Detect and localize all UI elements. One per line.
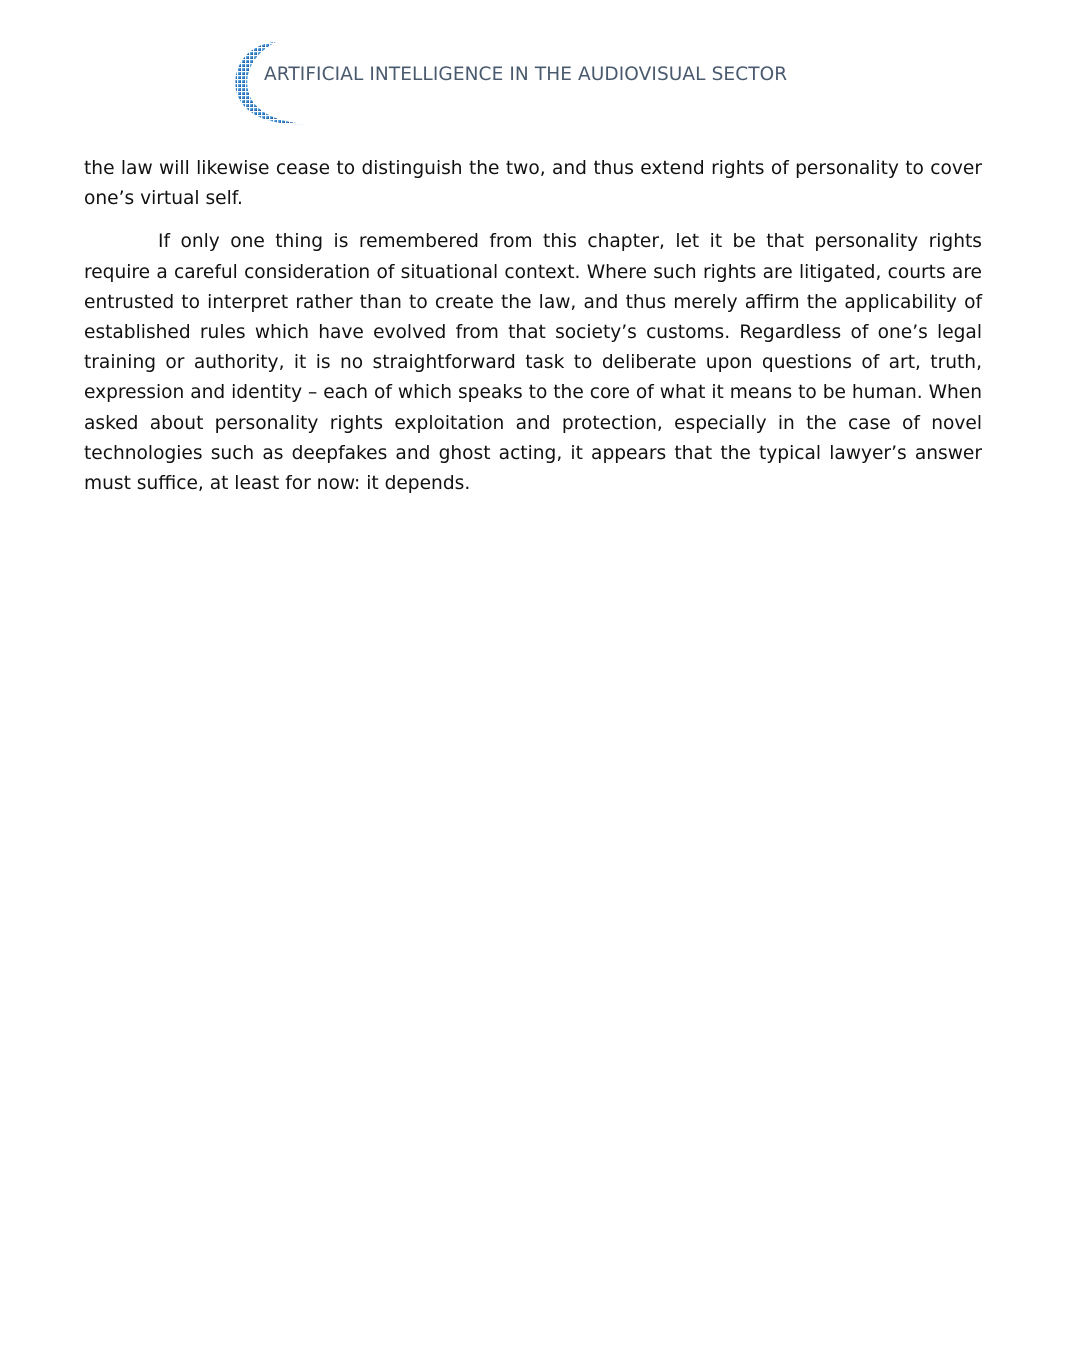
paragraph: If only one thing is remembered from this chapter, let it be that personality rights require a careful consideration of situational context. Where such rights are litigated, courts are entrusted to interpret rather than to create the law, and thus merely affirm the applicability of established rules which have evolved from that society’s customs. Regardless of one’s legal training or authority, it is no straightforward task to deliberate upon questions of art, truth, expression and identity – each of which speaks to the core of what it means to be human. When asked about personality rights exploitation and protection, especially in the case of novel technologies such as deepfakes and ghost acting, it appears that the typical lawyer’s answer must suffice, at least for now: it depends. — [84, 231, 982, 495]
page-header — [226, 36, 846, 132]
paragraph: the law will likewise cease to distinguish the two, and thus extend rights of personality to cover one’s virtual self. — [84, 158, 982, 210]
document-body — [84, 154, 982, 499]
header-title: ARTIFICIAL INTELLIGENCE IN THE AUDIOVISUAL SECTOR — [264, 64, 788, 85]
